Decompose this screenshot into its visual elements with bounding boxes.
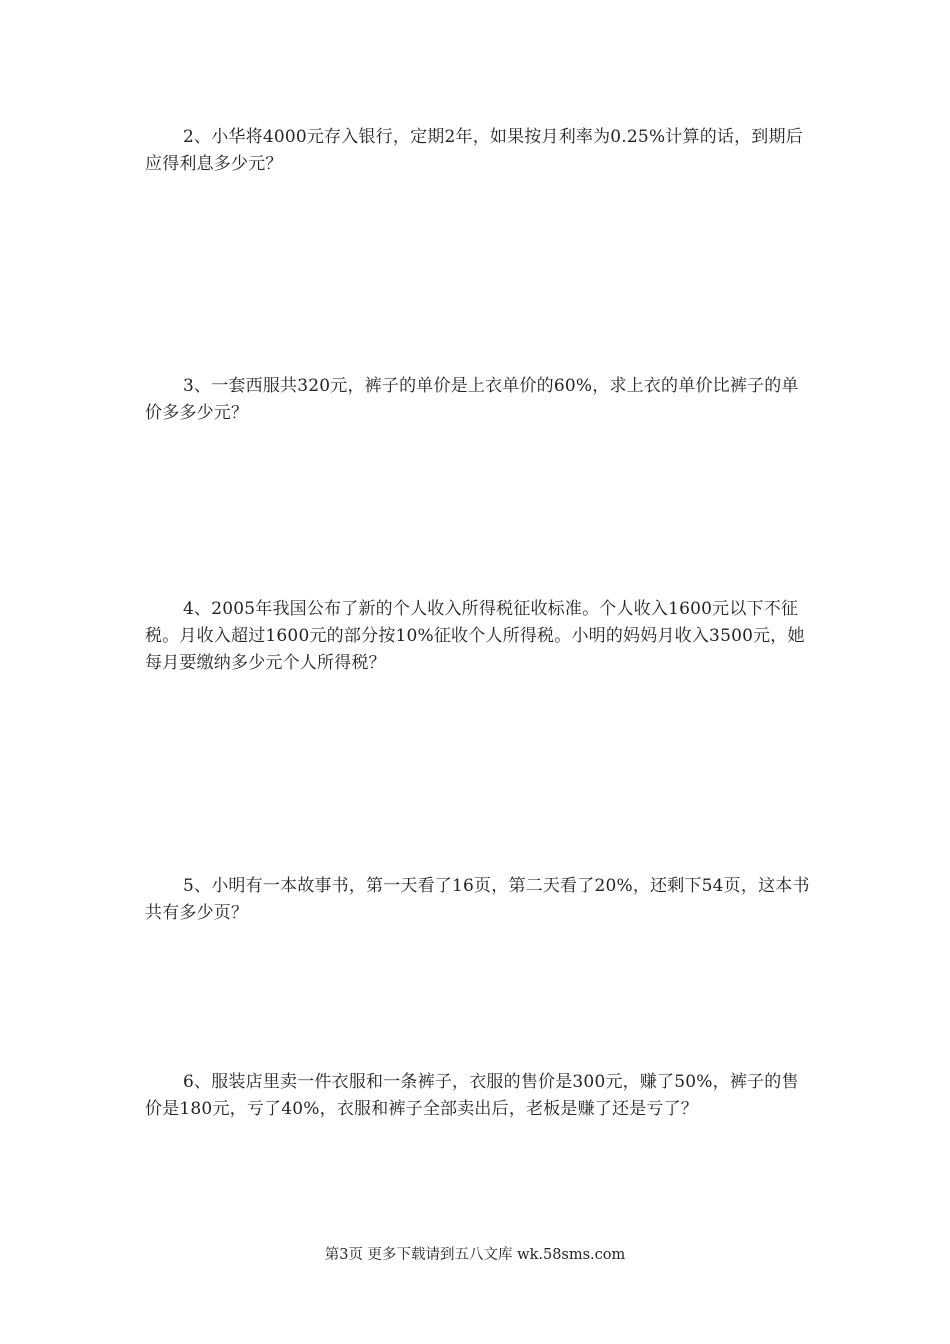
problem-4: 4、2005年我国公布了新的个人收入所得税征收标准。个人收入1600元以下不征税。月收入超过1600元的部分按10%征收个人所得税。小明的妈妈月收入3500元，她每月要缴纳多少元个人所得税？ <box>145 599 805 673</box>
page-footer: 第3页 更多下载请到五八文库 wk.58sms.com <box>324 1247 626 1263</box>
problem-6: 6、服装店里卖一件衣服和一条裤子，衣服的售价是300元，赚了50%，裤子的售价是180元，亏了40%，衣服和裤子全部卖出后，老板是赚了还是亏了？ <box>145 1072 799 1119</box>
problem-5: 5、小明有一本故事书，第一天看了16页，第二天看了20%，还剩下54页，这本书共有多少页？ <box>145 876 810 923</box>
problem-3: 3、一套西服共320元，裤子的单价是上衣单价的60%，求上衣的单价比裤子的单价多多少元？ <box>145 376 799 423</box>
problem-2: 2、小华将4000元存入银行，定期2年，如果按月利率为0.25%计算的话，到期后应得利息多少元？ <box>145 127 803 174</box>
